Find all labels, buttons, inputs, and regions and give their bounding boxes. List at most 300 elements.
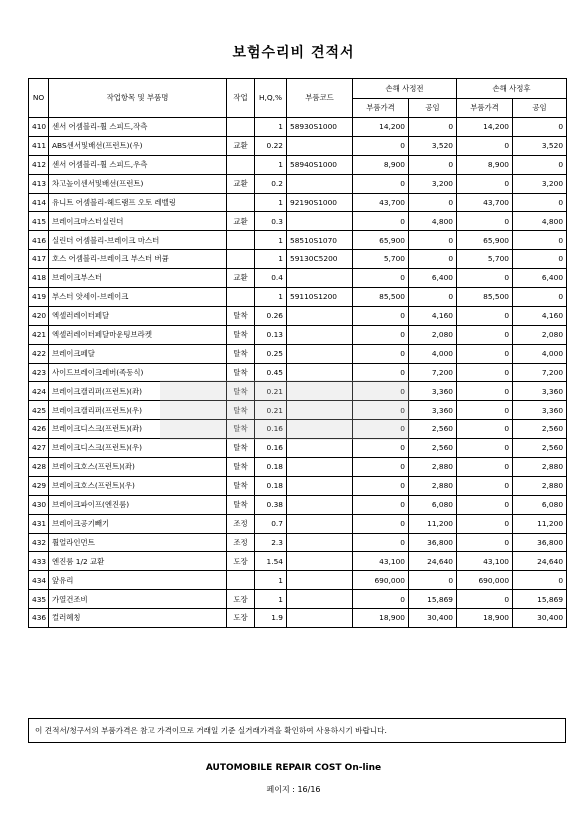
cell-item: ABS센서및배선(프런트)(우) — [49, 136, 227, 155]
row-number: 415 — [32, 216, 47, 226]
cell-hq: 0.18 — [255, 476, 287, 495]
cell-after-part-price: 0 — [457, 363, 513, 382]
cell-after-part-price: 0 — [457, 439, 513, 458]
cell-no — [29, 533, 49, 552]
cell-before-labor: 6,080 — [409, 495, 457, 514]
cell-after-labor: 2,560 — [513, 420, 567, 439]
row-number: 418 — [32, 273, 47, 283]
row-number: 419 — [32, 292, 47, 302]
cell-work: 교환 — [227, 212, 255, 231]
cell-item: 브레이크캘리퍼(프런트)(좌) — [49, 382, 227, 401]
cell-hq: 0.38 — [255, 495, 287, 514]
table-row — [29, 439, 567, 458]
row-number: 425 — [32, 405, 47, 415]
row-number: 410 — [32, 122, 47, 132]
cell-no — [29, 363, 49, 382]
cell-no — [29, 306, 49, 325]
cell-after-part-price: 0 — [457, 212, 513, 231]
cell-code — [287, 514, 353, 533]
cell-item: 부스터 앗세이-브레이크 — [49, 288, 227, 307]
row-number: 434 — [32, 575, 47, 585]
cell-before-labor: 2,880 — [409, 476, 457, 495]
table-row — [29, 420, 567, 439]
cell-item: 브레이크호스(프런트)(좌) — [49, 458, 227, 477]
cell-before-part-price: 0 — [353, 401, 409, 420]
footer-title: AUTOMOBILE REPAIR COST On-line — [205, 763, 382, 773]
cell-item: 실린더 어셈블리-브레이크 마스터 — [49, 231, 227, 250]
cell-before-labor: 3,360 — [409, 401, 457, 420]
cell-work: 조정 — [227, 533, 255, 552]
cell-item: 엔진룸 1/2 교환 — [49, 552, 227, 571]
cell-item: 브레이크디스크(프런트)(우) — [49, 439, 227, 458]
table-row — [29, 174, 567, 193]
cell-before-part-price: 85,500 — [353, 288, 409, 307]
cell-before-labor: 3,200 — [409, 174, 457, 193]
cell-before-part-price: 0 — [353, 212, 409, 231]
cell-hq: 0.16 — [255, 439, 287, 458]
cell-before-part-price: 0 — [353, 476, 409, 495]
header-before-labor: 공임 — [409, 99, 457, 118]
cell-work — [227, 155, 255, 174]
cell-item: 엑셀러레이터페달마운팅브라켓 — [49, 325, 227, 344]
row-number: 432 — [32, 537, 47, 547]
cell-work — [227, 193, 255, 212]
cell-after-part-price: 0 — [457, 382, 513, 401]
cell-hq: 0.7 — [255, 514, 287, 533]
cell-after-part-price: 0 — [457, 344, 513, 363]
cell-after-labor: 4,000 — [513, 344, 567, 363]
cell-before-labor: 0 — [409, 193, 457, 212]
header-work: 작업 — [227, 79, 255, 118]
cell-item: 센서 어셈블리-휠 스피드,작측 — [49, 118, 227, 137]
cell-code: 58930S1000 — [287, 118, 353, 137]
cell-no — [29, 155, 49, 174]
row-number: 428 — [32, 462, 47, 472]
cell-before-labor: 30,400 — [409, 609, 457, 628]
table-row — [29, 269, 567, 288]
table-row — [29, 571, 567, 590]
cell-before-labor: 3,360 — [409, 382, 457, 401]
cell-before-part-price: 43,100 — [353, 552, 409, 571]
cell-before-part-price: 0 — [353, 269, 409, 288]
cell-before-labor: 36,800 — [409, 533, 457, 552]
cell-code — [287, 344, 353, 363]
cell-hq: 0.21 — [255, 401, 287, 420]
table-row — [29, 552, 567, 571]
cell-work: 탈착 — [227, 344, 255, 363]
cell-work: 도장 — [227, 609, 255, 628]
cell-no — [29, 514, 49, 533]
cell-after-part-price: 0 — [457, 420, 513, 439]
cell-no — [29, 344, 49, 363]
cell-after-part-price: 690,000 — [457, 571, 513, 590]
cell-work: 탈착 — [227, 439, 255, 458]
cell-before-labor: 15,869 — [409, 590, 457, 609]
cell-work: 탈착 — [227, 401, 255, 420]
cell-work: 탈착 — [227, 495, 255, 514]
cell-after-labor: 4,800 — [513, 212, 567, 231]
table-row — [29, 476, 567, 495]
cell-code — [287, 212, 353, 231]
cell-after-labor: 3,360 — [513, 401, 567, 420]
cell-after-part-price: 18,900 — [457, 609, 513, 628]
cell-no — [29, 382, 49, 401]
cell-before-labor: 2,560 — [409, 420, 457, 439]
cell-code — [287, 363, 353, 382]
cell-before-labor: 4,000 — [409, 344, 457, 363]
cell-code — [287, 571, 353, 590]
cell-no — [29, 476, 49, 495]
cell-hq: 1 — [255, 231, 287, 250]
cell-item: 사이드브레이크레버(족동식) — [49, 363, 227, 382]
cell-no — [29, 231, 49, 250]
cell-hq: 1 — [255, 193, 287, 212]
cell-before-labor: 4,160 — [409, 306, 457, 325]
cell-after-labor: 36,800 — [513, 533, 567, 552]
cell-hq: 1 — [255, 118, 287, 137]
cell-no — [29, 250, 49, 269]
estimate-table — [28, 78, 567, 628]
cell-after-part-price: 8,900 — [457, 155, 513, 174]
cell-before-labor: 0 — [409, 571, 457, 590]
cell-item: 호스 어셈블리-브레이크 부스터 버큠 — [49, 250, 227, 269]
cell-after-part-price: 0 — [457, 306, 513, 325]
cell-before-part-price: 0 — [353, 382, 409, 401]
cell-item: 브레이크페달 — [49, 344, 227, 363]
cell-after-labor: 0 — [513, 231, 567, 250]
cell-after-part-price: 0 — [457, 136, 513, 155]
cell-before-part-price: 0 — [353, 306, 409, 325]
cell-after-labor: 30,400 — [513, 609, 567, 628]
table-row — [29, 533, 567, 552]
page-title: 보험수리비 견적서 — [232, 45, 355, 61]
cell-work — [227, 288, 255, 307]
cell-after-labor: 24,640 — [513, 552, 567, 571]
cell-before-labor: 2,880 — [409, 458, 457, 477]
cell-code — [287, 174, 353, 193]
cell-work: 조정 — [227, 514, 255, 533]
estimate-rows — [29, 118, 567, 628]
row-number: 430 — [32, 500, 47, 510]
cell-before-part-price: 0 — [353, 458, 409, 477]
cell-work: 탈착 — [227, 476, 255, 495]
cell-hq: 0.3 — [255, 212, 287, 231]
cell-work: 탈착 — [227, 382, 255, 401]
cell-no — [29, 212, 49, 231]
table-row — [29, 590, 567, 609]
row-number: 427 — [32, 443, 47, 453]
cell-code — [287, 136, 353, 155]
cell-before-labor: 24,640 — [409, 552, 457, 571]
cell-item: 앞유리 — [49, 571, 227, 590]
cell-before-labor: 6,400 — [409, 269, 457, 288]
row-number: 412 — [32, 160, 47, 170]
table-row — [29, 250, 567, 269]
cell-work: 탈착 — [227, 458, 255, 477]
cell-hq: 0.21 — [255, 382, 287, 401]
cell-before-labor: 0 — [409, 231, 457, 250]
cell-code — [287, 420, 353, 439]
table-row — [29, 363, 567, 382]
cell-work — [227, 231, 255, 250]
cell-no — [29, 571, 49, 590]
cell-code — [287, 269, 353, 288]
cell-hq: 1 — [255, 155, 287, 174]
row-number: 420 — [32, 311, 47, 321]
cell-after-labor: 3,520 — [513, 136, 567, 155]
cell-before-part-price: 0 — [353, 420, 409, 439]
cell-before-part-price: 0 — [353, 363, 409, 382]
cell-after-labor: 11,200 — [513, 514, 567, 533]
cell-before-labor: 0 — [409, 250, 457, 269]
cell-no — [29, 118, 49, 137]
cell-code — [287, 495, 353, 514]
cell-before-labor: 4,800 — [409, 212, 457, 231]
header-no: NO — [29, 79, 49, 118]
cell-item: 컬러혜칭 — [49, 609, 227, 628]
cell-after-part-price: 5,700 — [457, 250, 513, 269]
cell-before-part-price: 0 — [353, 344, 409, 363]
cell-before-part-price: 5,700 — [353, 250, 409, 269]
cell-after-labor: 0 — [513, 571, 567, 590]
cell-before-part-price: 0 — [353, 325, 409, 344]
row-number: 421 — [32, 330, 47, 340]
cell-before-part-price: 0 — [353, 174, 409, 193]
cell-code — [287, 590, 353, 609]
cell-after-part-price: 0 — [457, 458, 513, 477]
cell-item: 차고높이센서및배선(프런트) — [49, 174, 227, 193]
cell-before-labor: 2,560 — [409, 439, 457, 458]
cell-after-part-price: 0 — [457, 590, 513, 609]
cell-before-labor: 7,200 — [409, 363, 457, 382]
cell-no — [29, 401, 49, 420]
cell-code: 59110S1200 — [287, 288, 353, 307]
header-after: 손해 사정후 — [457, 79, 567, 99]
cell-hq: 0.18 — [255, 458, 287, 477]
cell-code — [287, 609, 353, 628]
cell-hq: 1 — [255, 250, 287, 269]
cell-after-labor: 0 — [513, 288, 567, 307]
cell-before-labor: 2,080 — [409, 325, 457, 344]
cell-work — [227, 250, 255, 269]
cell-after-labor: 15,869 — [513, 590, 567, 609]
cell-after-labor: 4,160 — [513, 306, 567, 325]
table-row — [29, 288, 567, 307]
cell-no — [29, 590, 49, 609]
table-row — [29, 212, 567, 231]
row-number: 414 — [32, 197, 47, 207]
table-row — [29, 495, 567, 514]
cell-no — [29, 325, 49, 344]
header-before: 손해 사정전 — [353, 79, 457, 99]
cell-after-labor: 2,880 — [513, 476, 567, 495]
table-row — [29, 401, 567, 420]
cell-after-part-price: 43,700 — [457, 193, 513, 212]
cell-before-part-price: 0 — [353, 136, 409, 155]
cell-after-part-price: 43,100 — [457, 552, 513, 571]
cell-before-labor: 0 — [409, 288, 457, 307]
cell-after-labor: 3,360 — [513, 382, 567, 401]
cell-no — [29, 495, 49, 514]
table-row — [29, 136, 567, 155]
row-number: 426 — [32, 424, 47, 434]
price-note: 이 견적서/청구서의 부품가격은 참고 가격이므로 거래일 기준 실거래가격을 확인하여 사용하시기 바랍니다. — [28, 718, 566, 743]
cell-item: 센서 어셈블리-휠 스피드,우측 — [49, 155, 227, 174]
cell-code — [287, 306, 353, 325]
cell-no — [29, 288, 49, 307]
cell-item: 브레이크캘리퍼(프런트)(우) — [49, 401, 227, 420]
cell-no — [29, 136, 49, 155]
row-number: 422 — [32, 348, 47, 358]
cell-hq: 1 — [255, 288, 287, 307]
cell-item: 브레이크부스터 — [49, 269, 227, 288]
table-row — [29, 193, 567, 212]
cell-hq: 0.26 — [255, 306, 287, 325]
cell-item: 휠얼라인먼트 — [49, 533, 227, 552]
cell-after-labor: 0 — [513, 250, 567, 269]
row-number: 411 — [32, 141, 47, 151]
cell-before-part-price: 14,200 — [353, 118, 409, 137]
cell-item: 브레이크마스터실린더 — [49, 212, 227, 231]
table-row — [29, 609, 567, 628]
row-number: 435 — [32, 594, 47, 604]
cell-before-labor: 3,520 — [409, 136, 457, 155]
cell-code: 58510S1070 — [287, 231, 353, 250]
cell-before-part-price: 0 — [353, 495, 409, 514]
cell-before-part-price: 65,900 — [353, 231, 409, 250]
cell-item: 유니트 어셈블리-헤드램프 오토 레벨링 — [49, 193, 227, 212]
table-row — [29, 306, 567, 325]
cell-after-labor: 2,560 — [513, 439, 567, 458]
cell-item: 브레이크파이프(엔진룸) — [49, 495, 227, 514]
cell-before-part-price: 0 — [353, 590, 409, 609]
cell-code: 58940S1000 — [287, 155, 353, 174]
cell-work: 교환 — [227, 269, 255, 288]
cell-code — [287, 439, 353, 458]
cell-work: 탈착 — [227, 325, 255, 344]
cell-hq: 0.45 — [255, 363, 287, 382]
cell-before-part-price: 0 — [353, 533, 409, 552]
header-code: 부품코드 — [287, 79, 353, 118]
cell-hq: 0.4 — [255, 269, 287, 288]
table-row — [29, 382, 567, 401]
cell-work: 교환 — [227, 174, 255, 193]
row-number: 417 — [32, 254, 47, 264]
cell-hq: 0.13 — [255, 325, 287, 344]
cell-no — [29, 269, 49, 288]
cell-before-labor: 0 — [409, 118, 457, 137]
cell-work — [227, 118, 255, 137]
cell-hq: 1.9 — [255, 609, 287, 628]
page-number: 페이지 : 16/16 — [266, 785, 321, 794]
cell-no — [29, 439, 49, 458]
cell-hq: 1 — [255, 590, 287, 609]
cell-hq: 2.3 — [255, 533, 287, 552]
cell-before-part-price: 0 — [353, 514, 409, 533]
cell-after-part-price: 0 — [457, 514, 513, 533]
table-row — [29, 514, 567, 533]
cell-after-labor: 2,880 — [513, 458, 567, 477]
cell-no — [29, 420, 49, 439]
row-number: 433 — [32, 556, 47, 566]
cell-after-part-price: 0 — [457, 325, 513, 344]
cell-before-part-price: 0 — [353, 439, 409, 458]
cell-before-part-price: 43,700 — [353, 193, 409, 212]
cell-code — [287, 401, 353, 420]
cell-item: 엑셀러레이터페달 — [49, 306, 227, 325]
cell-item: 가열건조비 — [49, 590, 227, 609]
cell-after-labor: 0 — [513, 118, 567, 137]
table-row — [29, 325, 567, 344]
cell-hq: 0.2 — [255, 174, 287, 193]
cell-code — [287, 476, 353, 495]
cell-code — [287, 325, 353, 344]
cell-before-labor: 0 — [409, 155, 457, 174]
cell-after-labor: 0 — [513, 193, 567, 212]
header-before-part-price: 부품가격 — [353, 99, 409, 118]
cell-hq: 0.22 — [255, 136, 287, 155]
cell-work: 탈착 — [227, 306, 255, 325]
cell-hq: 1 — [255, 571, 287, 590]
cell-no — [29, 552, 49, 571]
table-row — [29, 231, 567, 250]
cell-before-part-price: 18,900 — [353, 609, 409, 628]
cell-after-labor: 2,080 — [513, 325, 567, 344]
cell-after-part-price: 14,200 — [457, 118, 513, 137]
header-item: 작업항목 및 부품명 — [49, 79, 227, 118]
cell-no — [29, 609, 49, 628]
cell-item: 브레이크공기빼기 — [49, 514, 227, 533]
cell-after-part-price: 0 — [457, 533, 513, 552]
row-number: 413 — [32, 178, 47, 188]
row-number: 424 — [32, 386, 47, 396]
cell-after-part-price: 0 — [457, 495, 513, 514]
cell-code: 92190S1000 — [287, 193, 353, 212]
cell-after-part-price: 85,500 — [457, 288, 513, 307]
row-number: 431 — [32, 518, 47, 528]
cell-after-part-price: 0 — [457, 269, 513, 288]
cell-code: 59130C5200 — [287, 250, 353, 269]
cell-work: 도장 — [227, 590, 255, 609]
cell-code — [287, 552, 353, 571]
cell-work: 도장 — [227, 552, 255, 571]
cell-before-labor: 11,200 — [409, 514, 457, 533]
cell-no — [29, 458, 49, 477]
cell-item: 브레이크호스(프런트)(우) — [49, 476, 227, 495]
cell-item: 브레이크디스크(프런트)(좌) — [49, 420, 227, 439]
cell-after-part-price: 65,900 — [457, 231, 513, 250]
table-row — [29, 458, 567, 477]
row-number: 436 — [32, 613, 47, 623]
cell-work: 탈착 — [227, 420, 255, 439]
cell-work: 탈착 — [227, 363, 255, 382]
cell-hq: 0.25 — [255, 344, 287, 363]
row-number: 423 — [32, 367, 47, 377]
cell-after-part-price: 0 — [457, 174, 513, 193]
cell-after-labor: 7,200 — [513, 363, 567, 382]
cell-hq: 0.16 — [255, 420, 287, 439]
row-number: 429 — [32, 481, 47, 491]
table-row — [29, 344, 567, 363]
cell-after-part-price: 0 — [457, 476, 513, 495]
table-row — [29, 155, 567, 174]
cell-before-part-price: 690,000 — [353, 571, 409, 590]
cell-after-labor: 0 — [513, 155, 567, 174]
table-row — [29, 118, 567, 137]
cell-no — [29, 174, 49, 193]
cell-after-part-price: 0 — [457, 401, 513, 420]
header-hq: H,Q,% — [255, 79, 287, 118]
